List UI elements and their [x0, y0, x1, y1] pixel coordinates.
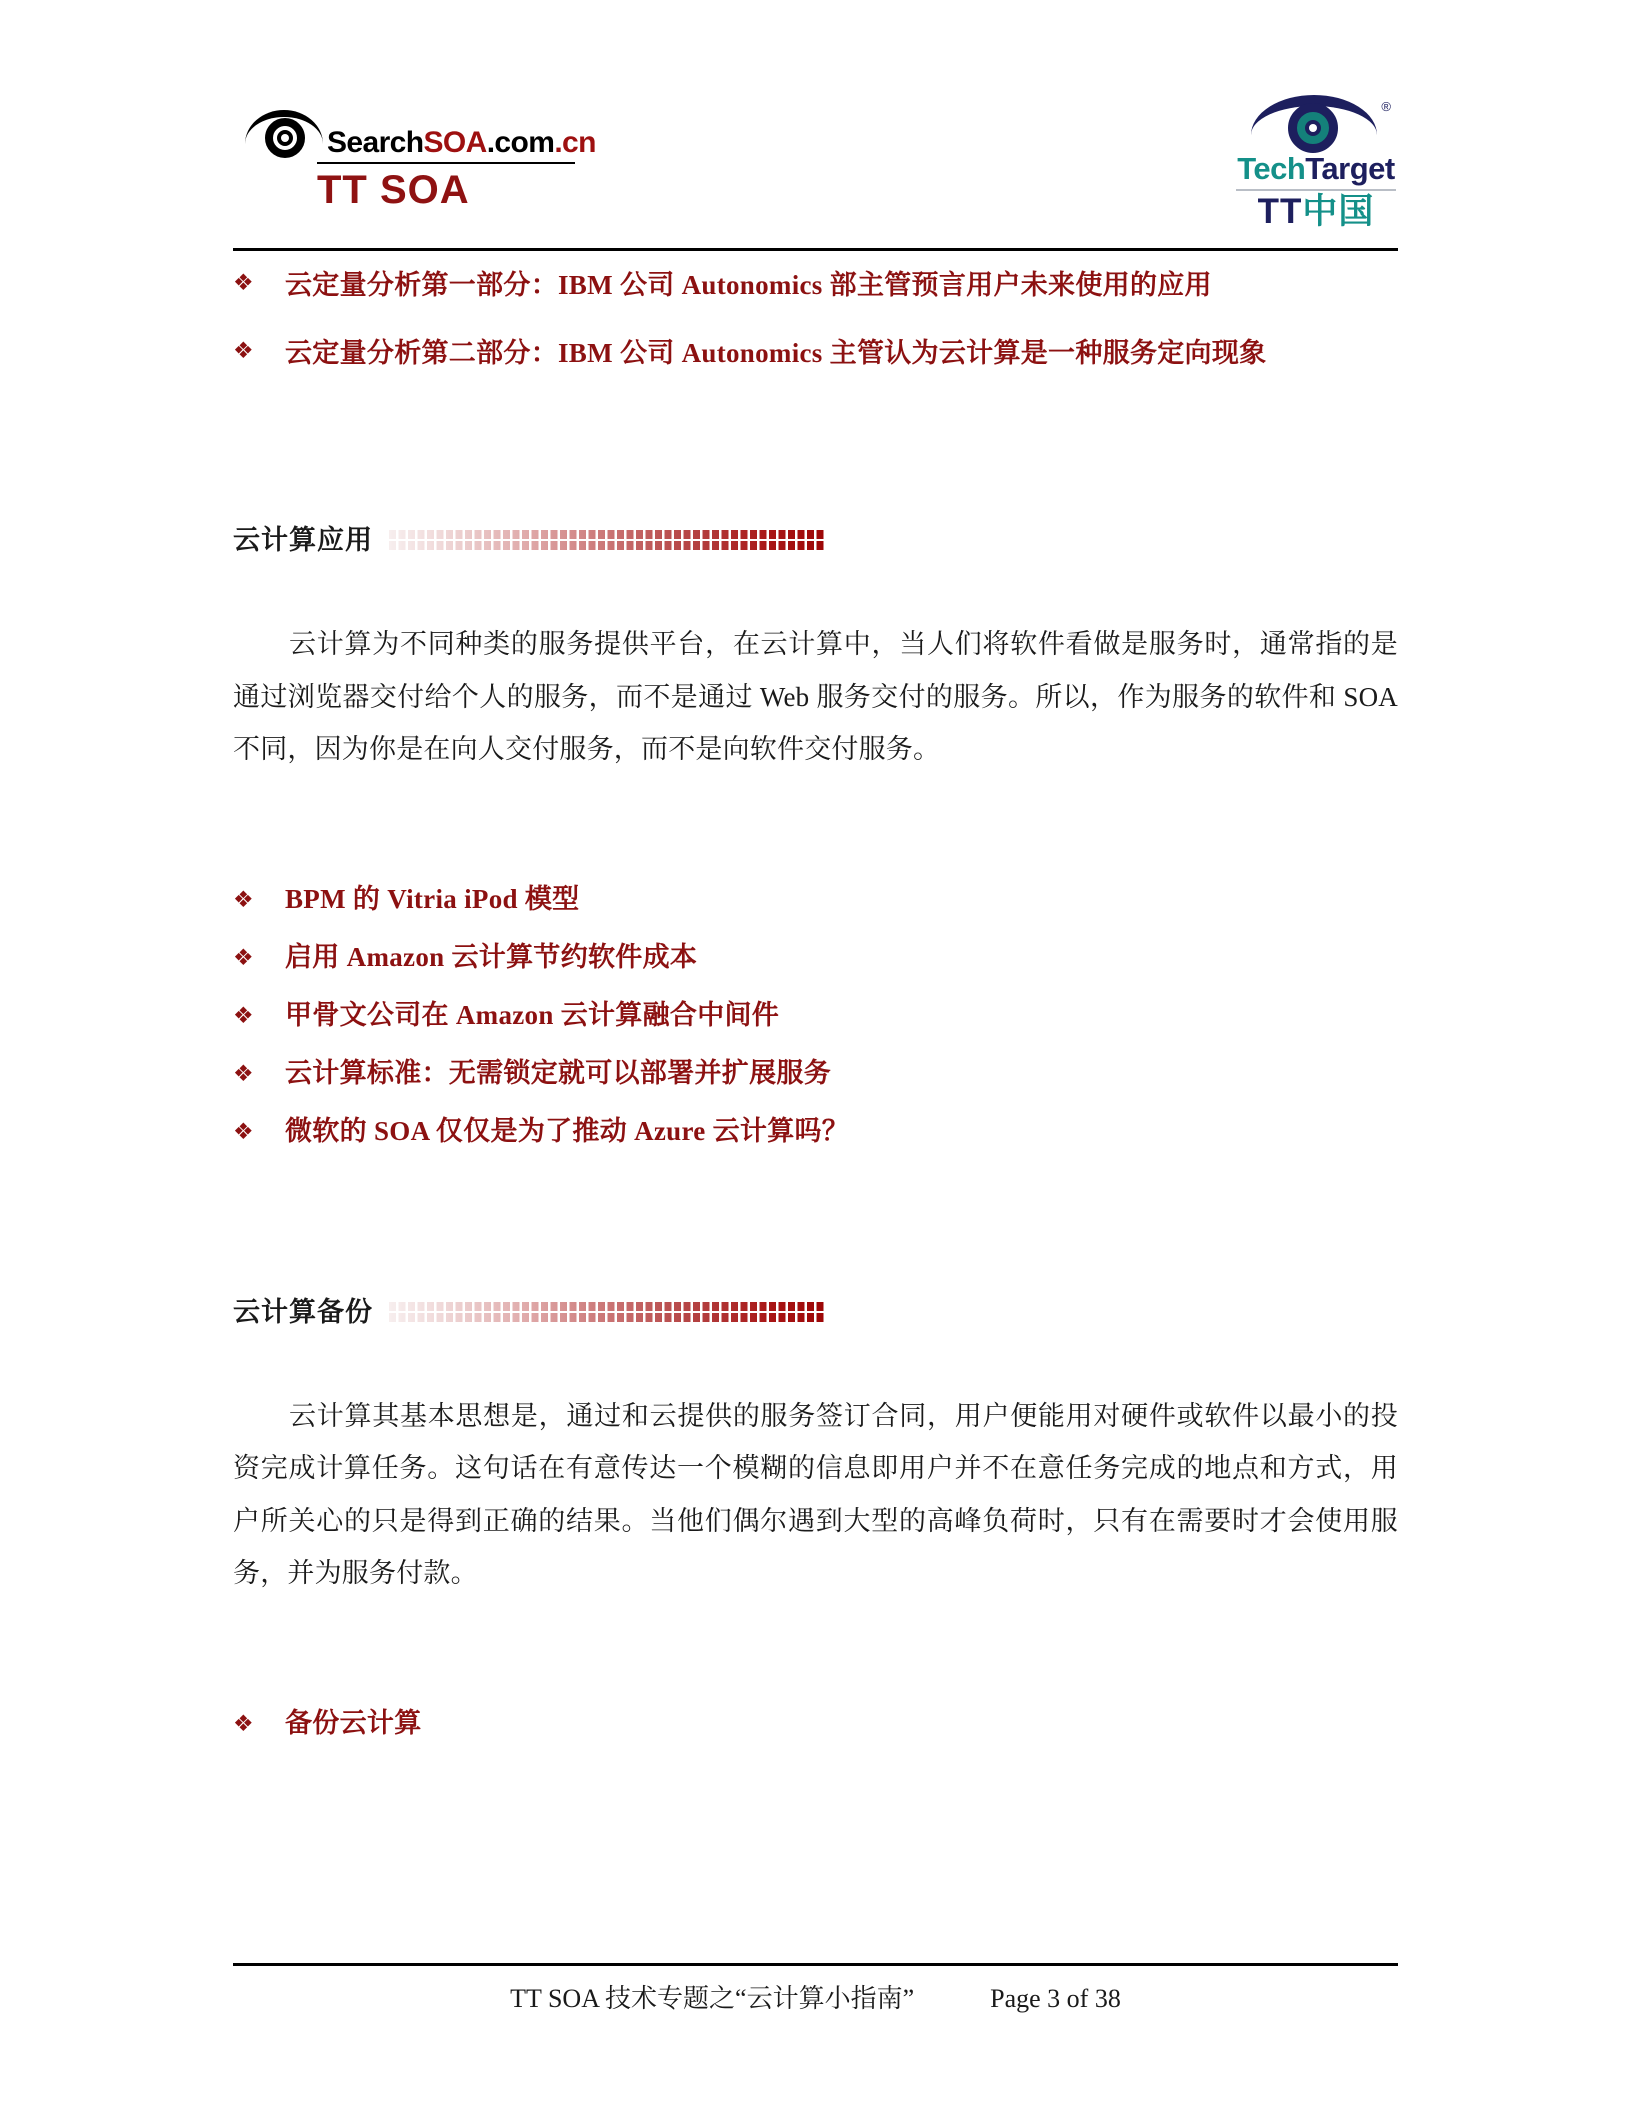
techtarget-wordmark — [1216, 153, 1416, 186]
diamond-bullet-icon: ❖ — [233, 1711, 254, 1737]
top-link-list — [233, 262, 1398, 377]
diamond-bullet-icon: ❖ — [233, 1119, 254, 1145]
registered-mark-icon: ® — [1381, 99, 1391, 114]
spacer — [233, 776, 1398, 880]
eye-logo-icon — [245, 108, 323, 160]
section-heading-apps — [233, 524, 1398, 555]
heading-decoration-bar — [389, 529, 826, 552]
ttchina-tt-text: TT — [1257, 191, 1303, 231]
spacer — [233, 399, 1398, 527]
logo-divider — [317, 162, 575, 164]
list-item[interactable] — [233, 996, 1398, 1035]
header-divider — [233, 248, 1398, 251]
list-item-label[interactable]: 微软的 SOA 仅仅是为了推动 Azure 云计算吗？ — [285, 1116, 850, 1147]
ttchina-wordmark — [1216, 191, 1416, 231]
footer-page-number: Page 3 of 38 — [990, 1984, 1121, 2013]
diamond-bullet-icon: ❖ — [233, 338, 254, 364]
spacer — [233, 554, 1398, 618]
backup-link-list — [233, 1704, 1398, 1743]
searchsoa-wordmark — [327, 128, 596, 160]
list-item-label[interactable]: 启用 Amazon 云计算节约软件成本 — [285, 941, 698, 972]
list-item[interactable] — [233, 938, 1398, 977]
list-item[interactable] — [233, 262, 1398, 308]
list-item-label[interactable]: 云计算标准：无需锁定就可以部署并扩展服务 — [285, 1058, 831, 1089]
spacer — [233, 1326, 1398, 1390]
section-paragraph-backup: 云计算其基本思想是，通过和云提供的服务签订合同，用户便能用对硬件或软件以最小的投资完成计算任务。这句话在有意传达一个模糊的信息即用户并不在意任务完成的地点和方式，用户所关心的只是得到正确的结果。当他们偶尔遇到大型的高峰负荷时，只有在需要时才会使用服务，并为服务付款。 — [233, 1400, 1398, 1589]
brand-cn-text: .cn — [554, 126, 596, 159]
list-item[interactable] — [233, 880, 1398, 919]
list-item[interactable] — [233, 1054, 1398, 1093]
footer-divider — [233, 1963, 1398, 1966]
techtarget-eye-icon — [1243, 95, 1389, 151]
page-header — [0, 0, 1631, 250]
spacer — [233, 1600, 1398, 1704]
page-footer — [233, 1978, 1398, 2015]
list-item-label[interactable]: 甲骨文公司在 Amazon 云计算融合中间件 — [285, 1000, 780, 1031]
searchsoa-logo — [245, 100, 596, 212]
techtarget-target-text: Target — [1305, 151, 1395, 186]
diamond-bullet-icon: ❖ — [233, 270, 254, 295]
list-item-label[interactable]: 备份云计算 — [285, 1708, 422, 1739]
document-body — [233, 262, 1398, 1743]
techtarget-tech-text: Tech — [1237, 151, 1306, 186]
ttsoa-subbrand: TT SOA — [317, 168, 470, 212]
diamond-bullet-icon: ❖ — [233, 1003, 254, 1029]
spacer — [233, 1171, 1398, 1299]
techtarget-divider — [1236, 189, 1396, 191]
diamond-bullet-icon: ❖ — [233, 944, 254, 970]
list-item[interactable] — [233, 330, 1398, 376]
section-title: 云计算应用 — [233, 524, 373, 555]
list-item[interactable] — [233, 1704, 1398, 1743]
ttchina-china-text: 中国 — [1302, 191, 1375, 231]
techtarget-logo — [1216, 95, 1416, 230]
searchsoa-logo-row — [245, 100, 596, 160]
section-paragraph-apps: 云计算为不同种类的服务提供平台，在云计算中，当人们将软件看做是服务时，通常指的是通过浏览器交付给个人的服务，而不是通过 Web 服务交付的服务。所以，作为服务的软件和 SOA 不同，因为你是在向人交付服务，而不是向软件交付服务。 — [233, 628, 1398, 765]
list-item[interactable] — [233, 1112, 1398, 1151]
brand-com-text: .com — [486, 126, 555, 159]
brand-soa-text: SOA — [423, 126, 487, 159]
list-item-label[interactable]: BPM 的 Vitria iPod 模型 — [285, 883, 580, 914]
diamond-bullet-icon: ❖ — [233, 1061, 254, 1087]
brand-search-text: Search — [327, 126, 424, 159]
apps-link-list — [233, 880, 1398, 1152]
section-heading-backup — [233, 1296, 1398, 1327]
diamond-bullet-icon: ❖ — [233, 886, 254, 912]
list-item-label[interactable]: 云定量分析第一部分：IBM 公司 Autonomics 部主管预言用户未来使用的应用 — [285, 270, 1212, 300]
footer-title: TT SOA 技术专题之“云计算小指南” — [510, 1984, 915, 2013]
list-item-label[interactable]: 云定量分析第二部分：IBM 公司 Autonomics 主管认为云计算是一种服务定向现象 — [285, 338, 1267, 369]
section-title: 云计算备份 — [233, 1296, 373, 1327]
heading-decoration-bar — [389, 1301, 826, 1324]
